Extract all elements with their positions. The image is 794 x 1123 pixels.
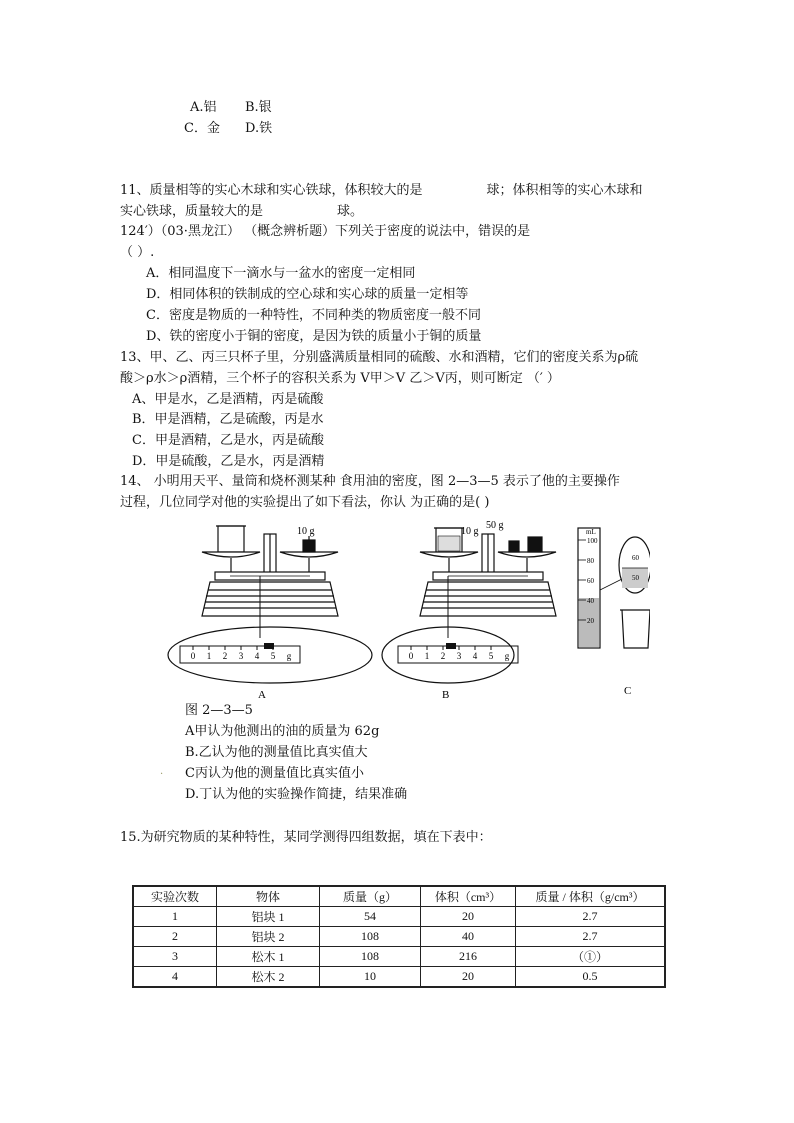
header-mass: 质量（g） xyxy=(320,886,421,907)
scale-tick-label: 2 xyxy=(222,651,228,661)
table-row xyxy=(133,947,665,967)
experiment-figure xyxy=(160,520,650,705)
q13-option-a: A、甲是水，乙是酒精，丙是硫酸 xyxy=(132,392,324,407)
scale-ticks-a xyxy=(191,646,292,661)
q14-option-c: C丙认为他的测量值比真实值小 xyxy=(185,766,364,781)
balance-a xyxy=(202,526,338,638)
table-row xyxy=(133,967,665,988)
header-ratio: 质量 / 体积（g/cm³） xyxy=(516,886,666,907)
q11-part-1: 11、质量相等的实心木球和实心铁球，体积较大的是 xyxy=(120,183,423,198)
cell: 铝块 1 xyxy=(217,907,320,927)
scale-tick-label: 1 xyxy=(424,651,430,661)
q11-part-4: 球。 xyxy=(337,204,364,219)
cylinder-unit: mL xyxy=(586,528,596,536)
scale-ticks-b xyxy=(409,646,510,661)
figure-label-c: C xyxy=(624,685,632,697)
scale-tick-label: 5 xyxy=(488,651,494,661)
scale-tick-label: 5 xyxy=(270,651,276,661)
weight-label-b-50g: 50 g xyxy=(486,520,504,531)
graduated-cylinder xyxy=(578,528,650,648)
q12-option-c: C．密度是物质的一种特性，不同种类的物质密度一般不同 xyxy=(146,308,481,323)
header-trial: 实验次数 xyxy=(133,886,217,907)
cell: 20 xyxy=(421,967,516,988)
q13-option-d: D．甲是硫酸，乙是水，丙是酒精 xyxy=(132,454,325,469)
cell: 松木 1 xyxy=(217,947,320,967)
cylinder-tick-label: 60 xyxy=(587,577,594,585)
figure-label-a: A xyxy=(258,689,266,701)
cylinder-tick-label: 80 xyxy=(587,557,594,565)
table-header-row xyxy=(133,886,665,907)
scale-tick-label: g xyxy=(504,651,510,661)
q14-option-d: D.丁认为他的实验操作简捷，结果准确 xyxy=(185,787,408,802)
cell: 2.7 xyxy=(516,907,666,927)
zoom-tick-50: 50 xyxy=(632,574,639,582)
scale-tick-label: 4 xyxy=(472,651,478,661)
cylinder-tick-label: 100 xyxy=(587,537,598,545)
scale-tick-label: 0 xyxy=(408,651,414,661)
cell: 108 xyxy=(320,947,421,967)
cell: 铝块 2 xyxy=(217,927,320,947)
cell: 20 xyxy=(421,907,516,927)
cell: 40 xyxy=(421,927,516,947)
q12-option-a: A．相同温度下一滴水与一盆水的密度一定相同 xyxy=(146,266,416,281)
scale-tick-label: 0 xyxy=(190,651,196,661)
scale-tick-label: 3 xyxy=(456,651,462,661)
q12-stem-1: 124′）（03·黑龙江） （概念辨析题）下列关于密度的说法中，错误的是 xyxy=(120,224,531,239)
weight-label-a: 10 g xyxy=(297,526,315,537)
cylinder-tick-label: 40 xyxy=(587,597,594,605)
q10-option-b: B.银 xyxy=(245,100,272,115)
cell: 0.5 xyxy=(516,967,666,988)
q15-stem: 15.为研究物质的某种特性，某同学测得四组数据，填在下表中： xyxy=(120,830,492,845)
q11-line-1 xyxy=(120,181,643,200)
cell: 1 xyxy=(133,907,217,927)
q13-stem-1: 13、甲、乙、丙三只杯子里，分别盛满质量相同的硫酸、水和酒精，它们的密度关系为ρ硫 xyxy=(120,350,639,365)
weight-label-b-10g: 10 g xyxy=(461,526,479,537)
cell: 3 xyxy=(133,947,217,967)
scale-tick-label: g xyxy=(286,651,292,661)
table-row xyxy=(133,927,665,947)
empty-beaker-icon xyxy=(622,610,650,648)
figure-caption: 图 2—3—5 xyxy=(185,703,253,718)
cell: 2 xyxy=(133,927,217,947)
q13-option-c: C．甲是酒精，乙是水，丙是硫酸 xyxy=(132,433,324,448)
q12-option-d: D、铁的密度小于铜的密度，是因为铁的质量小于铜的质量 xyxy=(146,329,482,344)
scale-tick-label: 4 xyxy=(254,651,260,661)
cell: 松木 2 xyxy=(217,967,320,988)
q11-line-2 xyxy=(120,202,363,221)
table-row xyxy=(133,907,665,927)
beaker-oil-icon xyxy=(438,536,460,551)
cell: 54 xyxy=(320,907,421,927)
q14-stem-1: 14、 小明用天平、量筒和烧杯测某种 食用油的密度，图 2—3—5 表示了他的主要操作 xyxy=(120,474,620,489)
cell: 4 xyxy=(133,967,217,988)
q11-part-3: 实心铁球，质量较大的是 xyxy=(120,204,264,219)
q12-stem-2: （ ）. xyxy=(120,245,155,260)
q12-option-b: D．相同体积的铁制成的空心球和实心球的质量一定相等 xyxy=(146,287,469,302)
q13-stem-2: 酸＞ρ水＞ρ酒精，三个杯子的容积关系为 V甲＞V 乙＞V丙，则可断定 （′ ） xyxy=(120,371,560,386)
header-object: 物体 xyxy=(217,886,320,907)
balance-b xyxy=(420,528,556,638)
scale-tick-label: 2 xyxy=(440,651,446,661)
q10-option-a: A.铝 xyxy=(190,100,217,115)
q10-option-c: C．金 xyxy=(184,121,220,136)
data-table xyxy=(132,885,666,988)
cell: 10 xyxy=(320,967,421,988)
zoom-tick-60: 60 xyxy=(632,554,639,562)
stray-dot: . xyxy=(160,766,164,777)
header-volume: 体积（cm³） xyxy=(421,886,516,907)
q14-stem-2: 过程，几位同学对他的实验提出了如下看法，你认 为正确的是( ) xyxy=(120,495,490,510)
cell-blank-1: （①） xyxy=(516,947,666,967)
figure-label-b: B xyxy=(442,689,450,701)
beaker-a-icon xyxy=(218,526,244,552)
q11-part-2: 球；体积相等的实心木球和 xyxy=(486,183,643,198)
cell: 2.7 xyxy=(516,927,666,947)
q14-option-a: A甲认为他测出的油的质量为 62g xyxy=(185,724,380,739)
q10-option-d: D.铁 xyxy=(245,121,273,136)
scale-tick-label: 3 xyxy=(238,651,244,661)
q13-option-b: B．甲是酒精，乙是硫酸，丙是水 xyxy=(132,412,324,427)
cell: 108 xyxy=(320,927,421,947)
cylinder-tick-label: 20 xyxy=(587,617,594,625)
scale-tick-label: 1 xyxy=(206,651,212,661)
q14-option-b: B.乙认为他的测量值比真实值大 xyxy=(185,745,368,760)
cell: 216 xyxy=(421,947,516,967)
rider-b-icon xyxy=(446,643,456,649)
